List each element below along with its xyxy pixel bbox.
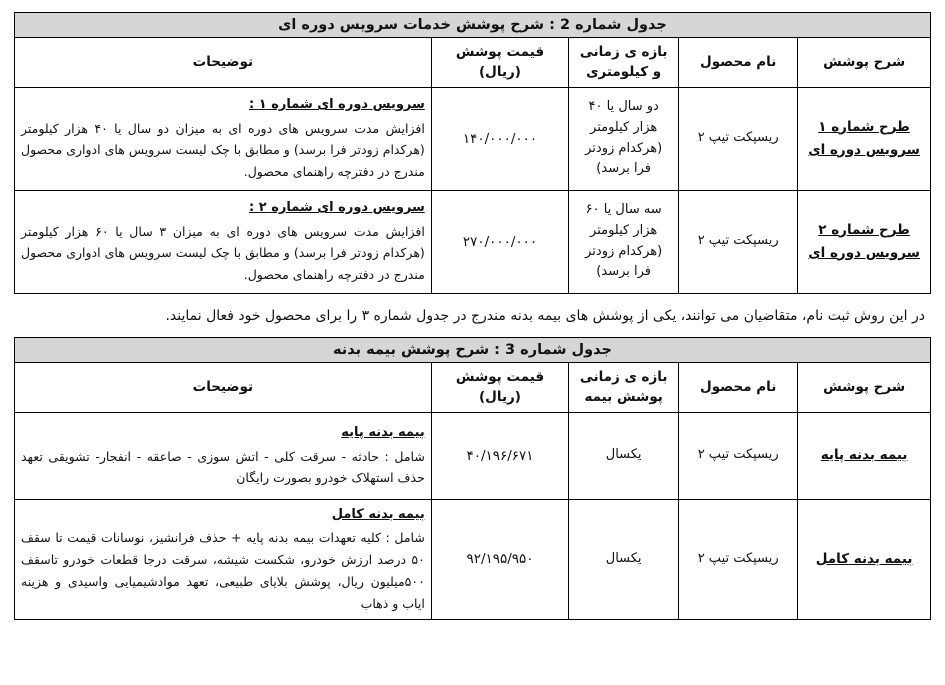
table3-title-row <box>15 338 931 363</box>
table3-row2-description <box>15 499 432 619</box>
table3-row1-range: یکسال <box>569 412 679 499</box>
table2-header-product: نام محصول <box>679 38 798 88</box>
table2-row2-range: سه سال یا ۶۰ هزار کیلومتر (هرکدام زودتر فرا برسد) <box>569 190 679 293</box>
table2-row2-product: ریسپکت تیپ ۲ <box>679 190 798 293</box>
table3-row2-description-title: بیمه بدنه کامل <box>331 506 425 522</box>
table3-row1-coverage: بیمه بدنه پایه <box>798 412 931 499</box>
table3-row1-price: ۴۰/۱۹۶/۶۷۱ <box>431 412 568 499</box>
table3-header-price: قیمت پوشش (ریال) <box>431 363 568 413</box>
table-row <box>15 412 931 499</box>
table3-row2-description-body: شامل : کلیه تعهدات بیمه بدنه پایه + حذف فرانشیز، نوسانات قیمت تا سقف ۵۰ درصد ارزش خودرو، شکست شیشه، سرقت درجا قطعات خودرو تاسقف ۵۰۰میلیون ریال، پوشش بلایای طبیعی، تعهد موادشیمیایی واسیدی و هزینه ایاب و ذهاب <box>21 530 425 611</box>
table3-row2-product: ریسپکت تیپ ۲ <box>679 499 798 619</box>
table2-row1-description-body: افزایش مدت سرویس های دوره ای به میزان دو سال یا ۴۰ هزار کیلومتر (هرکدام زودتر فرا برسد) و مطابق با چک لیست سرویس های ادواری محصول مندرج در دفترچه راهنمای محصول. <box>21 120 425 180</box>
table2-header-coverage: شرح پوشش <box>798 38 931 88</box>
table3-header-description: توضیحات <box>15 363 432 413</box>
table2-title: جدول شماره 2 : شرح پوشش خدمات سرویس دوره ای <box>15 13 931 38</box>
table2-header-price: قیمت پوشش (ریال) <box>431 38 568 88</box>
table3-header-coverage: شرح پوشش <box>798 363 931 413</box>
table-coverage-body-insurance <box>14 337 931 620</box>
table-row <box>15 190 931 293</box>
table3-row2-price: ۹۲/۱۹۵/۹۵۰ <box>431 499 568 619</box>
table2-row1-coverage: طرح شماره ۱ سرویس دوره ای <box>798 87 931 190</box>
table3-header-range: بازه ی زمانی پوشش بیمه <box>569 363 679 413</box>
table3-title: جدول شماره 3 : شرح پوشش بیمه بدنه <box>15 338 931 363</box>
table2-header-row <box>15 38 931 88</box>
table3-row1-product: ریسپکت تیپ ۲ <box>679 412 798 499</box>
table3-row1-description-title: بیمه بدنه پایه <box>341 424 425 440</box>
table2-header-range: بازه ی زمانی و کیلومتری <box>569 38 679 88</box>
table3-row2-range: یکسال <box>569 499 679 619</box>
table2-row2-coverage: طرح شماره ۲ سرویس دوره ای <box>798 190 931 293</box>
table2-row2-description-body: افزایش مدت سرویس های دوره ای به میزان ۳ سال یا ۶۰ هزار کیلومتر (هرکدام زودتر فرا برسد) و مطابق با چک لیست سرویس های ادواری محصول مندرج در دفترچه راهنمای محصول. <box>21 223 425 283</box>
table2-row1-price: ۱۴۰/۰۰۰/۰۰۰ <box>431 87 568 190</box>
table2-row1-description <box>15 87 432 190</box>
table2-row2-description-title: سرویس دوره ای شماره ۲ : <box>249 199 425 215</box>
table2-row1-range: دو سال یا ۴۰ هزار کیلومتر (هرکدام زودتر فرا برسد) <box>569 87 679 190</box>
table2-row1-description-title: سرویس دوره ای شماره ۱ : <box>249 96 425 112</box>
table3-row1-description-body: شامل : حادثه - سرقت کلی - اتش سوزی - صاعقه - انفجار- تشویقی تعهد حذف استهلاک خودرو بصورت رایگان <box>21 448 425 486</box>
table3-header-row <box>15 363 931 413</box>
table-row <box>15 499 931 619</box>
table-coverage-periodic-service <box>14 12 931 294</box>
registration-method-note: در این روش ثبت نام، متقاضیان می توانند، یکی از پوشش های بیمه بدنه مندرج در جدول شماره ۳ را برای محصول خود فعال نمایند. <box>165 307 925 324</box>
table2-row1-product: ریسپکت تیپ ۲ <box>679 87 798 190</box>
table2-row2-description <box>15 190 432 293</box>
table2-row2-price: ۲۷۰/۰۰۰/۰۰۰ <box>431 190 568 293</box>
table2-header-description: توضیحات <box>15 38 432 88</box>
table-row <box>15 87 931 190</box>
table3-row1-description <box>15 412 432 499</box>
table3-header-product: نام محصول <box>679 363 798 413</box>
table3-row2-coverage: بیمه بدنه کامل <box>798 499 931 619</box>
table2-title-row <box>15 13 931 38</box>
